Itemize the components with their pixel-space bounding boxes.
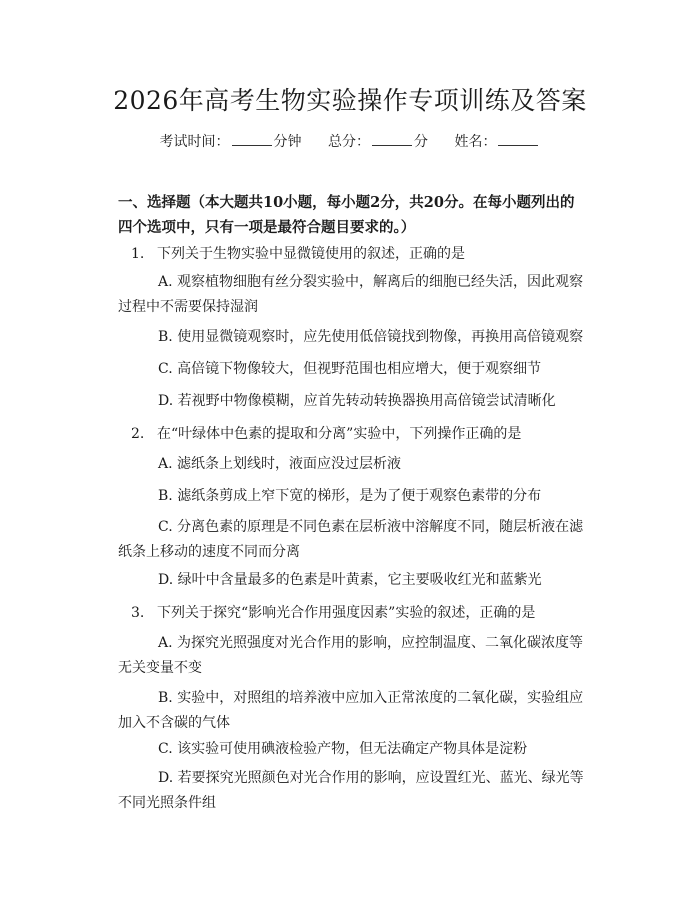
time-label: 考试时间：: [159, 134, 230, 150]
time-field: [160, 134, 306, 150]
question-text: 下列关于生物实验中显微镜使用的叙述，正确的是: [157, 246, 465, 262]
score-label: 总分：: [328, 134, 370, 150]
time-unit: 分钟: [273, 134, 302, 150]
question-2-option-c: C. 分离色素的原理是不同色素在层析液中溶解度不同，随层析液在滤纸条上移动的速度不同而分离: [118, 519, 584, 560]
question-1-option-a: A. 观察植物细胞有丝分裂实验中，解离后的细胞已经失活，因此观察过程中不需要保持湿润: [118, 274, 584, 315]
page-title: 2026年高考生物实验操作专项训练及答案: [113, 86, 587, 115]
section-heading: 一、选择题（本大题共10小题，每小题2分，共20分。在每小题列出的四个选项中，只有一项是最符合题目要求的。）: [118, 194, 575, 236]
name-field: [454, 134, 540, 150]
question-2-stem: [131, 424, 591, 444]
question-number: 3.: [131, 605, 145, 621]
question-3-option-d: D. 若要探究光照颜色对光合作用的影响，应设置红光、蓝光、绿光等不同光照条件组: [118, 770, 584, 811]
question-1-option-b: B. 使用显微镜观察时，应先使用低倍镜找到物像，再换用高倍镜观察: [158, 329, 584, 345]
question-1-option-c: C. 高倍镜下物像较大，但视野范围也相应增大，便于观察细节: [158, 361, 542, 377]
name-label: 姓名：: [454, 134, 497, 150]
question-3-option-a: A. 为探究光照强度对光合作用的影响，应控制温度、二氧化碳浓度等无关变量不变: [118, 635, 584, 676]
question-number: 2.: [131, 426, 145, 442]
question-2-option-d: D. 绿叶中含量最多的色素是叶黄素，它主要吸收红光和蓝紫光: [158, 572, 542, 588]
question-2-option-a: A. 滤纸条上划线时，液面应没过层析液: [158, 456, 402, 472]
question-number: 1.: [131, 246, 145, 262]
question-1-option-d: D. 若视野中物像模糊，应首先转动转换器换用高倍镜尝试清晰化: [158, 393, 556, 409]
exam-info-line: [0, 131, 700, 152]
score-unit: 分: [414, 134, 428, 150]
question-3-option-b: B. 实验中，对照组的培养液中应加入正常浓度的二氧化碳，实验组应加入不含碳的气体: [118, 690, 584, 731]
question-2-option-b: B. 滤纸条剪成上窄下宽的梯形，是为了便于观察色素带的分布: [158, 488, 542, 504]
question-3-stem: [131, 603, 591, 623]
name-blank[interactable]: [498, 131, 538, 146]
question-1-stem: [131, 244, 591, 264]
time-blank[interactable]: [232, 131, 272, 146]
question-text: 下列关于探究“影响光合作用强度因素”实验的叙述，正确的是: [157, 605, 536, 621]
question-3-option-c: C. 该实验可使用碘液检验产物，但无法确定产物具体是淀粉: [158, 741, 528, 757]
question-text: 在“叶绿体中色素的提取和分离”实验中，下列操作正确的是: [157, 426, 522, 442]
score-field: [328, 134, 432, 150]
score-blank[interactable]: [372, 131, 412, 146]
